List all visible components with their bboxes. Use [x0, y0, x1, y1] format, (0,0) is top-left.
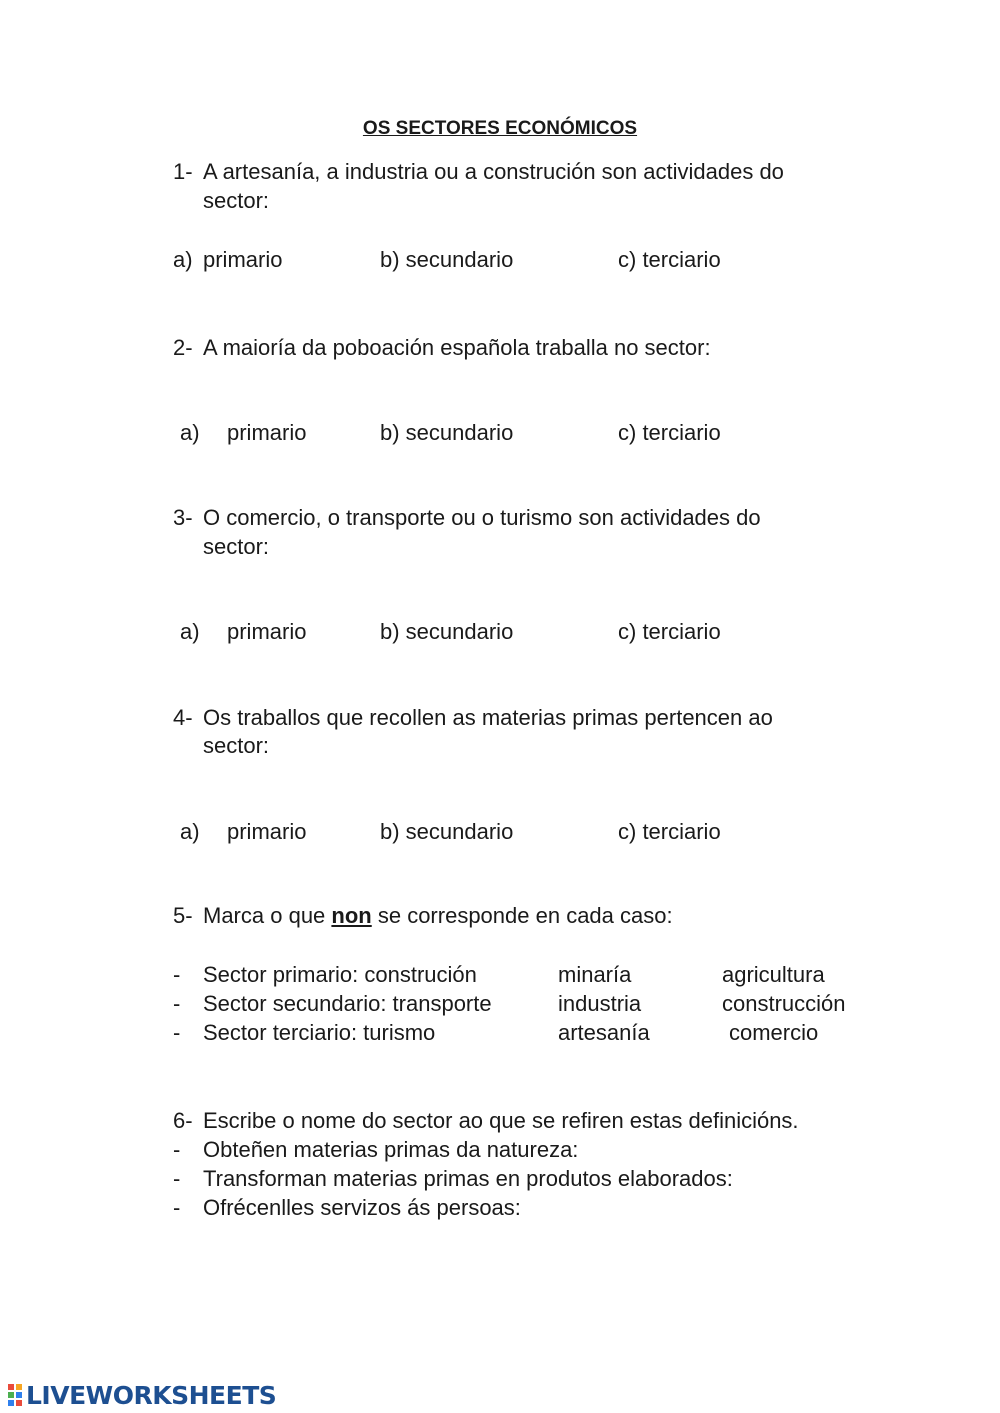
question-5-number: 5- [173, 903, 193, 928]
q5-text-before: Marca o que [203, 903, 332, 928]
q5-row-2-option-3[interactable]: construcción [722, 991, 846, 1016]
logo-text: LIVEWORKSHEETS [26, 1380, 277, 1410]
q5-row-1-dash: - [173, 962, 181, 987]
q3-option-b[interactable]: b) secundario [380, 619, 514, 644]
question-3-text: O comercio, o transporte ou o turismo son actividades do [203, 505, 761, 530]
q2-option-a-letter[interactable]: a) [180, 420, 200, 445]
q3-option-c[interactable]: c) terciario [618, 619, 721, 644]
q1-option-a[interactable]: primario [203, 247, 283, 272]
q5-row-1-option-2[interactable]: minaría [558, 962, 632, 987]
q5-text-after: se corresponde en cada caso: [371, 903, 673, 928]
question-6-text: Escribe o nome do sector ao que se refiren estas definicións. [203, 1108, 799, 1133]
question-4-number: 4- [173, 705, 193, 730]
q4-option-a-letter[interactable]: a) [180, 819, 200, 844]
question-5-text [203, 901, 673, 930]
q5-row-3-option-1[interactable]: Sector terciario: turismo [203, 1020, 436, 1045]
q2-option-b[interactable]: b) secundario [380, 420, 514, 445]
question-1-text: A artesanía, a industria ou a construción son actividades do [203, 159, 784, 184]
q6-item-2: Transforman materias primas en produtos elaborados: [203, 1166, 733, 1191]
question-4-text-cont: sector: [203, 733, 270, 758]
q5-emphasis: non [331, 903, 372, 928]
q5-row-3-option-2[interactable]: artesanía [558, 1020, 650, 1045]
q4-option-b[interactable]: b) secundario [380, 819, 514, 844]
q3-option-a[interactable]: primario [227, 619, 307, 644]
q5-row-2-option-1[interactable]: Sector secundario: transporte [203, 991, 492, 1016]
q1-option-b[interactable]: b) secundario [380, 247, 514, 272]
question-2-text: A maioría da poboación española traballa no sector: [203, 335, 711, 360]
q2-option-c[interactable]: c) terciario [618, 420, 721, 445]
q6-item-3: Ofrécenlles servizos ás persoas: [203, 1195, 521, 1220]
q2-option-a[interactable]: primario [227, 420, 307, 445]
liveworksheets-logo [8, 1380, 276, 1410]
q5-row-1-option-3[interactable]: agricultura [722, 962, 825, 987]
page-title: OS SECTORES ECONÓMICOS [362, 118, 638, 139]
q5-row-3-option-3[interactable]: comercio [729, 1020, 819, 1045]
q1-option-c[interactable]: c) terciario [618, 247, 721, 272]
q1-option-a-letter[interactable]: a) [173, 247, 193, 272]
q6-item-1-dash: - [173, 1137, 181, 1162]
q5-row-1-option-1[interactable]: Sector primario: construción [203, 962, 477, 987]
question-3-text-cont: sector: [203, 534, 270, 559]
q5-row-3-dash: - [173, 1020, 181, 1045]
q4-option-a[interactable]: primario [227, 819, 307, 844]
q6-item-3-dash: - [173, 1195, 181, 1220]
question-2-number: 2- [173, 335, 193, 360]
question-3-number: 3- [173, 505, 193, 530]
q6-item-1: Obteñen materias primas da natureza: [203, 1137, 579, 1162]
q6-item-2-dash: - [173, 1166, 181, 1191]
q4-option-c[interactable]: c) terciario [618, 819, 721, 844]
question-1-number: 1- [173, 159, 193, 184]
q5-row-2-dash: - [173, 991, 181, 1016]
q3-option-a-letter[interactable]: a) [180, 619, 200, 644]
logo-mark-icon [8, 1384, 22, 1406]
question-1-text-cont: sector: [203, 188, 270, 213]
question-6-number: 6- [173, 1108, 193, 1133]
q5-row-2-option-2[interactable]: industria [558, 991, 642, 1016]
question-4-text: Os traballos que recollen as materias primas pertencen ao [203, 705, 773, 730]
